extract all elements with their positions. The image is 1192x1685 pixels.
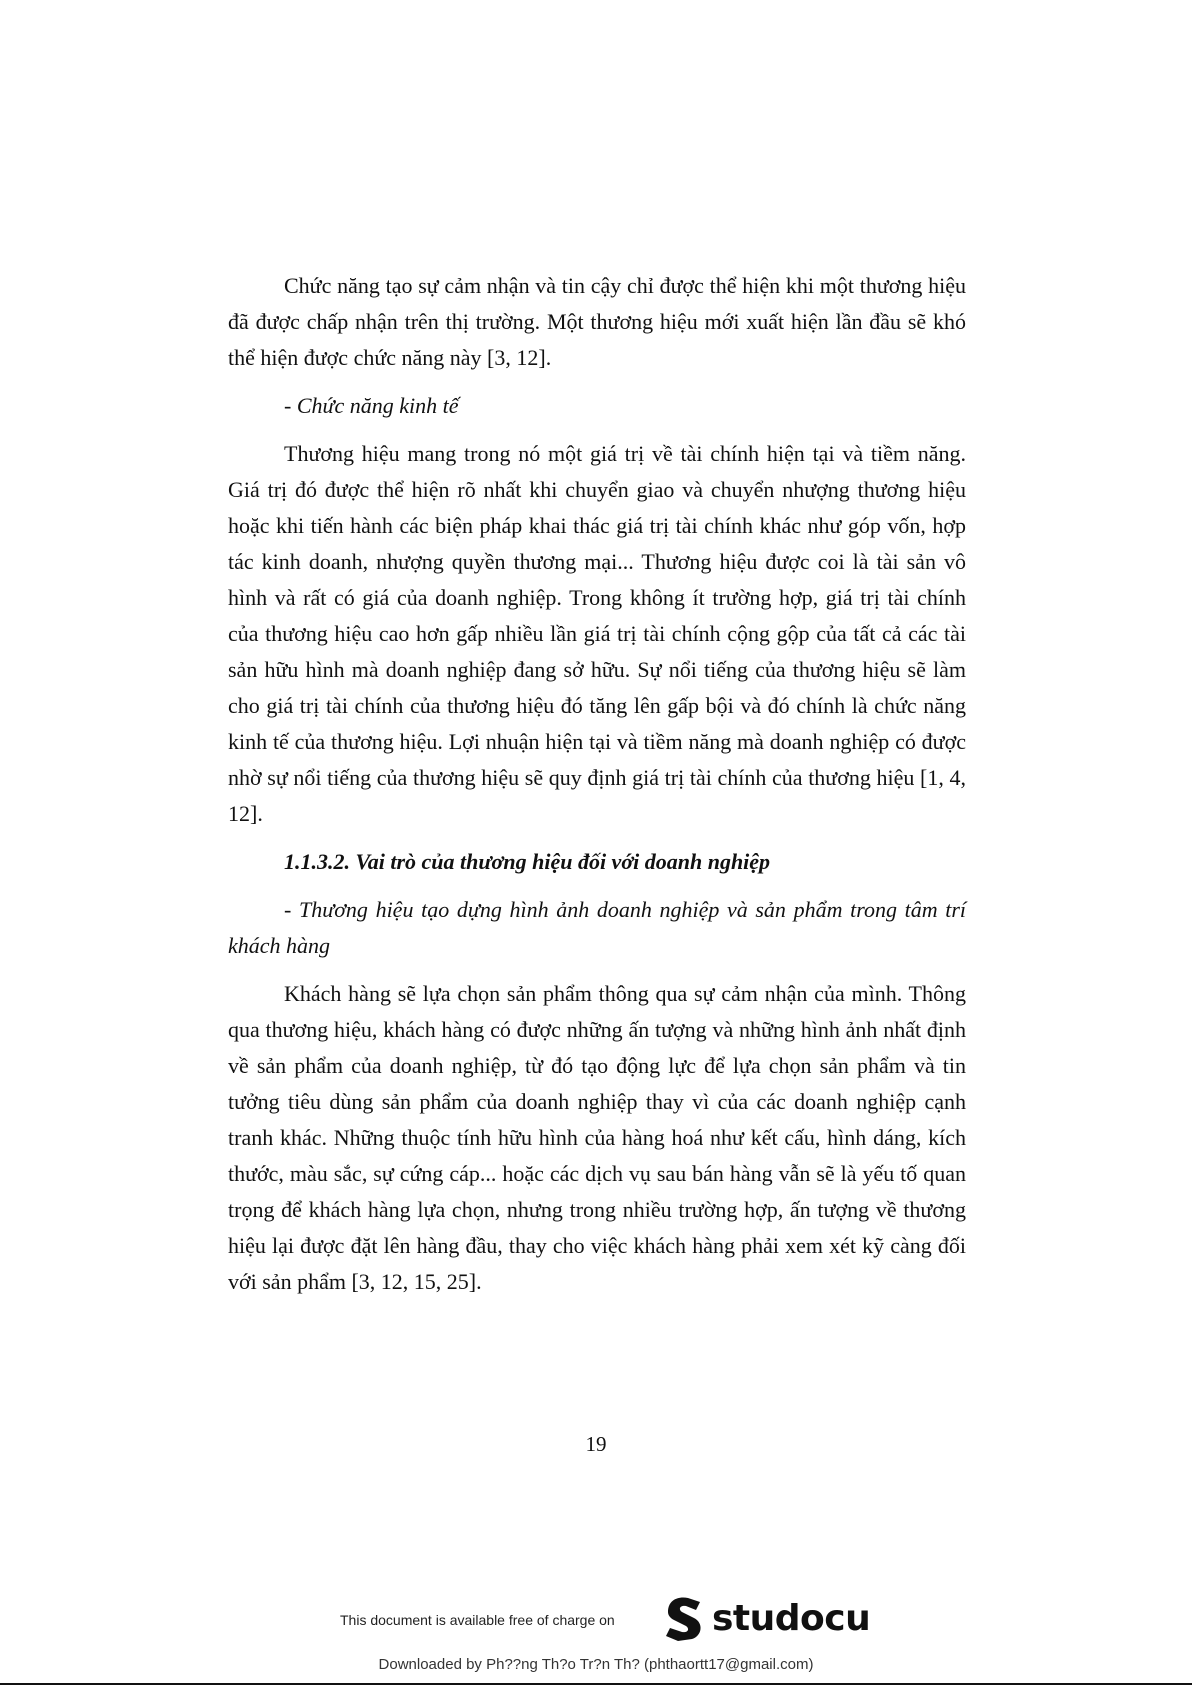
paragraph-trust-function: Chức năng tạo sự cảm nhận và tin cậy chỉ được thể hiện khi một thương hiệu đã được chấp nhận trên thị trường. Một thương hiệu mới xuất hiện lần đầu sẽ khó thể hiện được chức năng này [3, 12]. xyxy=(228,273,966,370)
paragraph-economic-function: Thương hiệu mang trong nó một giá trị về tài chính hiện tại và tiềm năng. Giá trị đó được thể hiện rõ nhất khi chuyển giao và chuyển nhượng thương hiệu hoặc khi tiến hành các biện pháp khai thác giá trị tài chính khác như góp vốn, hợp tác kinh doanh, nhượng quyền thương mại... Thương hiệu được coi là tài sản vô hình và rất có giá của doanh nghiệp. Trong không ít trường hợp, giá trị tài chính của thương hiệu cao hơn gấp nhiều lần giá trị tài chính cộng gộp của tất cả các tài sản hữu hình mà doanh nghiệp đang sở hữu. Sự nổi tiếng của thương hiệu sẽ làm cho giá trị tài chính của thương hiệu đó tăng lên gấp bội và đó chính là chức năng kinh tế của thương hiệu. Lợi nhuận hiện tại và tiềm năng mà doanh nghiệp có được nhờ sự nổi tiếng của thương hiệu sẽ quy định giá trị tài chính của thương hiệu [1, 4, 12]. xyxy=(228,441,966,826)
download-info-text: Downloaded by Ph??ng Th?o Tr?n Th? (phthaortt17@gmail.com) xyxy=(378,1656,814,1673)
section-heading-role-of-brand: 1.1.3.2. Vai trò của thương hiệu đối với doanh nghiệp xyxy=(284,849,771,874)
footer xyxy=(0,1590,1192,1685)
document-body xyxy=(228,268,966,1300)
studocu-logo-icon xyxy=(660,1592,706,1644)
studocu-brand-link[interactable] xyxy=(660,1592,870,1644)
subheading-economic-function: - Chức năng kinh tế xyxy=(284,393,459,418)
subheading-brand-image: - Thương hiệu tạo dựng hình ảnh doanh nghiệp và sản phẩm trong tâm trí khách hàng xyxy=(228,897,966,958)
paragraph-customer-perception: Khách hàng sẽ lựa chọn sản phẩm thông qua sự cảm nhận của mình. Thông qua thương hiệu, khách hàng có được những ấn tượng và những hình ảnh nhất định về sản phẩm của doanh nghiệp, từ đó tạo động lực để lựa chọn sản phẩm và tin tưởng tiêu dùng sản phẩm của doanh nghiệp thay vì của các doanh nghiệp cạnh tranh khác. Những thuộc tính hữu hình của hàng hoá như kết cấu, hình dáng, kích thước, màu sắc, sự cứng cáp... hoặc các dịch vụ sau bán hàng vẫn sẽ là yếu tố quan trọng để khách hàng lựa chọn, nhưng trong nhiều trường hợp, ấn tượng về thương hiệu lại được đặt lên hàng đầu, thay cho việc khách hàng phải xem xét kỹ càng đối với sản phẩm [3, 12, 15, 25]. xyxy=(228,981,966,1294)
availability-text: This document is available free of charge on xyxy=(340,1612,615,1628)
studocu-brand-name: studocu xyxy=(712,1597,871,1639)
page-number: 19 xyxy=(585,1432,607,1456)
